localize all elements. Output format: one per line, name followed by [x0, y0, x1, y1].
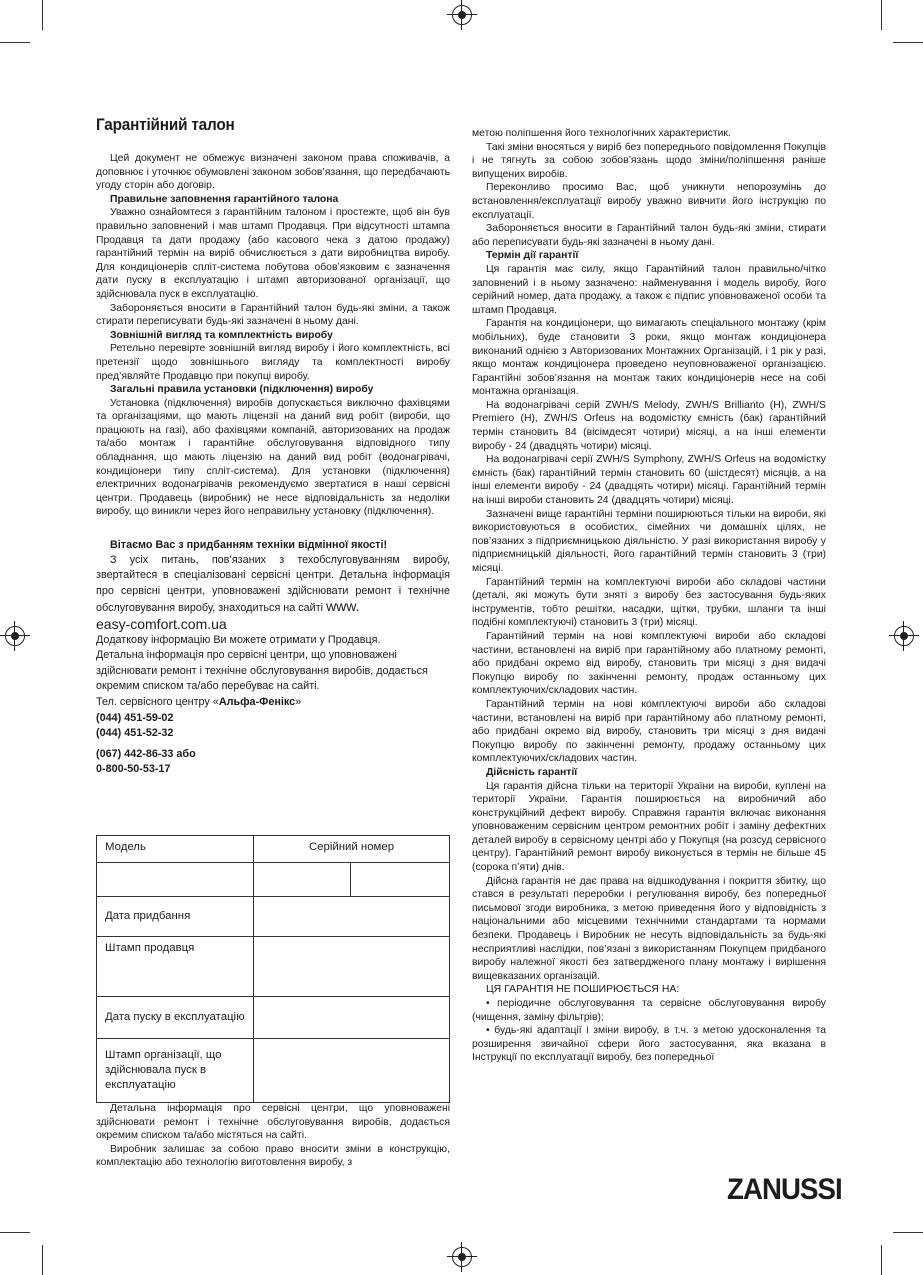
paragraph: Гарантійний термін на нові комплектуючі вироби або складові частини, встановлені на виріб при гарантійному або платному ремонті, або придбані окремо від виробу, становить три місяці з дня видачі Покупцю виробу по закінченні ремонту, продажу останньому цих комплектуючих/складових частин. [472, 698, 826, 765]
paragraph: Детальна інформація про сервісні центри, що уповноважені здійснювати ремонт і технічне обслуговування виробів, додається окремим списком та/або перебуває на сайті. [96, 649, 428, 693]
greeting-heading: Вітаємо Вас з придбанням техніки відмінної якості! [110, 539, 388, 552]
organization-stamp-field[interactable] [254, 1039, 450, 1103]
intro-paragraph: Цей документ не обмежує визначені законом права споживачів, а доповнює і уточнює обумовлені законом зобов’язання, що передбачають угоду сторін або договір. [96, 153, 450, 192]
paragraph: Ця гарантія має силу, якщо Гарантійний талон правильно/чітко заповнений і в ньому зазначено: найменування і модель виробу, його серійний номер, дата продажу, а також є підпис уповноваженої особи та штамп Продавця. [472, 263, 826, 316]
paragraph: Забороняється вносити в Гарантійний талон будь-які зміни, стирати або переписувати будь-які зазначені в ньому дані. [472, 223, 826, 248]
right-column [472, 127, 826, 1065]
crop-mark [893, 42, 923, 43]
crop-mark [42, 1245, 43, 1275]
paragraph: Додаткову інформацію Ви можете отримати у Продавця. [96, 633, 381, 646]
crop-mark [0, 1232, 30, 1233]
model-label: Модель [97, 836, 254, 863]
serial-field-1[interactable] [254, 863, 351, 897]
paragraph: Гарантія на кондиціонери, що вимагають спеціального монтажу (крім мобільних), буде становити 3 роки, якщо монтаж кондиціонера виконаний однією з Авторизованих Монтажних Організацій, і 1 рік у разі, якщо монтаж кондиціонера проведено неуповноваженої організацією. Гарантійні зобов’язання на монтаж таких кондиціонерів несе на собі монтажна організація. [472, 318, 826, 398]
crop-mark [881, 0, 882, 30]
zanussi-logo: ZANUSSI [727, 1173, 842, 1206]
crop-mark [0, 42, 30, 43]
section-heading: Зовнішній вигляд та комплектність виробу [110, 329, 333, 341]
paragraph: Такі зміни вносяться у виріб без попереднього повідомлення Покупців і не тягнуть за собою зобов’язань щодо зміни/поліпшення раніше випущених виробів. [472, 141, 826, 180]
crop-mark [893, 1232, 923, 1233]
section-heading: Загальні правила установки (підключення) виробу [110, 384, 374, 396]
seller-stamp-field[interactable] [254, 937, 450, 997]
paragraph: Гарантійний термін на нові комплектуючі вироби або складові частини, встановлені на виріб при гарантійному або платному ремонті, або придбані окремо від виробу, становить три місяці з дня видачі Покупцю виробу по закінченні ремонту, продаж останньому цих комплектуючих/складових частин. [472, 630, 826, 697]
model-field[interactable] [97, 863, 254, 897]
section-heading: Термін дії гарантії [486, 250, 579, 262]
bullet-item: • періодичне обслуговування та сервісне обслуговування виробу (чищення, заміну фільтрів); [472, 998, 826, 1023]
section-heading: Дійсність гарантії [486, 766, 578, 778]
warranty-table [96, 835, 450, 1103]
left-column-bottom [96, 1102, 450, 1170]
phone-number: 0-800-50-53-17 [96, 763, 171, 776]
paragraph: ЦЯ ГАРАНТІЯ НЕ ПОШИРЮЄТЬСЯ НА: [486, 984, 680, 996]
paragraph: На водонагрівачі серій ZWH/S Melody, ZWH/S Brilliantо (H), ZWH/S Premiero (H), ZWH/S Orfeus на водомістку ємність (бак) гарантійний термін становить 84 (вісімдесят чотири) місяці, а на інші елементи виробу - 24 (двадцять чотири) місяці. [472, 399, 826, 452]
website-prefix: www. [326, 598, 360, 615]
paragraph: Зазначені вище гарантійні терміни поширюються тільки на вироби, які використовуються в особистих, сімейних чи домашніх цілях, не пов’язаних з підприємницькою діяльністю. У разі використання виробу у підприємницькій діяльності, його гарантійний термін становить 3 (три) місяці. [472, 508, 826, 574]
paragraph: На водонагрівачі серії ZWH/S Symphony, ZWH/S Orfeus на водомістку ємність (бак) гарантійний термін становить 60 (шістдесят) місяців, а на інші елементи виробу - 24 (двадцять чотири) місяці. Гарантійний термін на інші вироби становить 24 (двадцять чотири) місяці. [472, 454, 826, 507]
page-title: Гарантійний талон [96, 115, 235, 134]
section-heading: Правильне заповнення гарантійного талона [110, 193, 339, 205]
crop-mark [881, 1245, 882, 1275]
phone-number: (067) 442-86-33 або [96, 747, 196, 760]
serial-field-2[interactable] [351, 863, 450, 897]
paragraph: Установка (підключення) виробів допускається виключно фахівцями та організаціями, що мають ліцензії на даний вид робіт (вироби, що працюють на газі), або фахівцями компаній, авторизованих на продаж та/або монтаж і гарантійне обслуговування відповідного типу обладнання, що мають ліцензію на даний вид робіт (водонагрівачі, кондиціонери типу спліт-система). Для установки (підключення) електричних водонагрівачів рекомендуємо звертатися в наші сервісні центри. Продавець (виробник) не несе відповідальність за недоліки виробу, що виникли через його неправильну установку (підключення). [96, 397, 450, 518]
tel-label-end: » [295, 695, 302, 708]
phone-number: (044) 451-52-32 [96, 727, 174, 740]
tel-label: Тел. сервісного центру « [96, 695, 219, 708]
serial-number-label: Серійний номер [254, 836, 450, 863]
paragraph: Дійсна гарантія не дає права на відшкодування і покриття збитку, що стався в результаті переробки і регулювання виробу, без попередньої письмової згоди виробника, з метою приведення його у відповідність з національними або місцевими технічними стандартами та нормами безпеки. Продавець і Виробник не несуть відповідальність за будь-які несприятливі наслідки, пов’язані з використанням Покупцем придбаного виробу належної якості без затвердженого плану монтажу і вирішення вищевказаних організацій. [472, 875, 826, 982]
bullet-item: • будь-які адаптації і зміни виробу, в т.ч. з метою удосконалення та розширення звичайної сфери його застосування, яка вказана в Інструкції по експлуатації виробу, без попередньої [472, 1025, 826, 1064]
phone-number: (044) 451-59-02 [96, 711, 174, 724]
seller-stamp-label: Штамп продавця [97, 937, 254, 997]
organization-stamp-label: Штамп організації, що здійснювала пуск в експлуатацію [97, 1039, 254, 1103]
paragraph: Гарантійний термін на комплектуючі вироби або складові частини (деталі, які можуть бути зняті з виробу без застосування будь-яких інструментів, тобто решітки, насадки, щітки, трубки, шланги та інші подібні комплектуючі) становить 3 (три) місяці. [472, 576, 826, 629]
paragraph: Виробник залишає за собою право вносити зміни в конструкцію, комплектацію або технологію виготовлення виробу, з [96, 1143, 450, 1169]
purchase-date-label: Дата придбання [97, 897, 254, 937]
crop-mark [42, 0, 43, 30]
paragraph: Уважно ознайомтеся з гарантійним талоном і простежте, щоб він був правильно заповнений і мав штамп Продавця. При відсутності штампа Продавця та дати продажу (або касового чека з датою продажу) гарантійний термін на виріб обчислюється з дати виробництва виробу. Для кондиціонерів спліт-система побутова обов’язковим є зазначення дати пуску в експлуатацію і штамп авторизованої організації, що здійснювала пуск в експлуатацію. [96, 207, 450, 300]
service-center-name: Альфа-Фенікс [218, 695, 296, 708]
paragraph: Ця гарантія дійсна тільки на території України на вироби, куплені на території України. Гарантія поширюється на виробничий або конструкційний дефект виробу. Справжня гарантія включає виконання уповноваженим сервісним центром ремонтних робіт і заміну дефектних деталей виробу в сервісному центрі або у Покупця (на розсуд сервісного центру). Гарантійний ремонт виробу виконується в термін не більше 45 (сорока п’яти) днів. [472, 780, 826, 874]
paragraph: Забороняється вносити в Гарантійний талон будь-які зміни, а також стирати переписувати будь-які зазначені в ньому дані. [96, 302, 450, 328]
purchase-date-field[interactable] [254, 897, 450, 937]
paragraph: Переконливо просимо Вас, щоб уникнути непорозумінь до встановлення/експлуатації виробу уважно вивчити його інструкцію по експлуатації. [472, 182, 826, 221]
paragraph: Ретельно перевірте зовнішній вигляд виробу і його комплектність, всі претензії щодо зовнішнього вигляду та комплектності виробу пред’являйте Продавцю при покупці виробу. [96, 343, 450, 382]
paragraph: З усіх питань, пов’язаних з техобслуговуванням виробу, звертайтеся в спеціалізовані сервісні центри. Детальна інформація про сервісні центри, уповноважені здійснювати ремонт і технічне обслуговування виробу, знаходиться на сайті [96, 553, 450, 615]
launch-date-label: Дата пуску в експлуатацію [97, 997, 254, 1039]
launch-date-field[interactable] [254, 997, 450, 1039]
paragraph: метою поліпшення його технологічних характеристик. [472, 128, 731, 139]
website-link[interactable]: easy-comfort.com.ua [96, 616, 227, 632]
left-column [96, 152, 450, 778]
paragraph: Детальна інформація про сервісні центри, що уповноважені здійснювати ремонт і технічне обслуговування виробів, додається окремим списком та/або містяться на сайті. [96, 1103, 450, 1142]
